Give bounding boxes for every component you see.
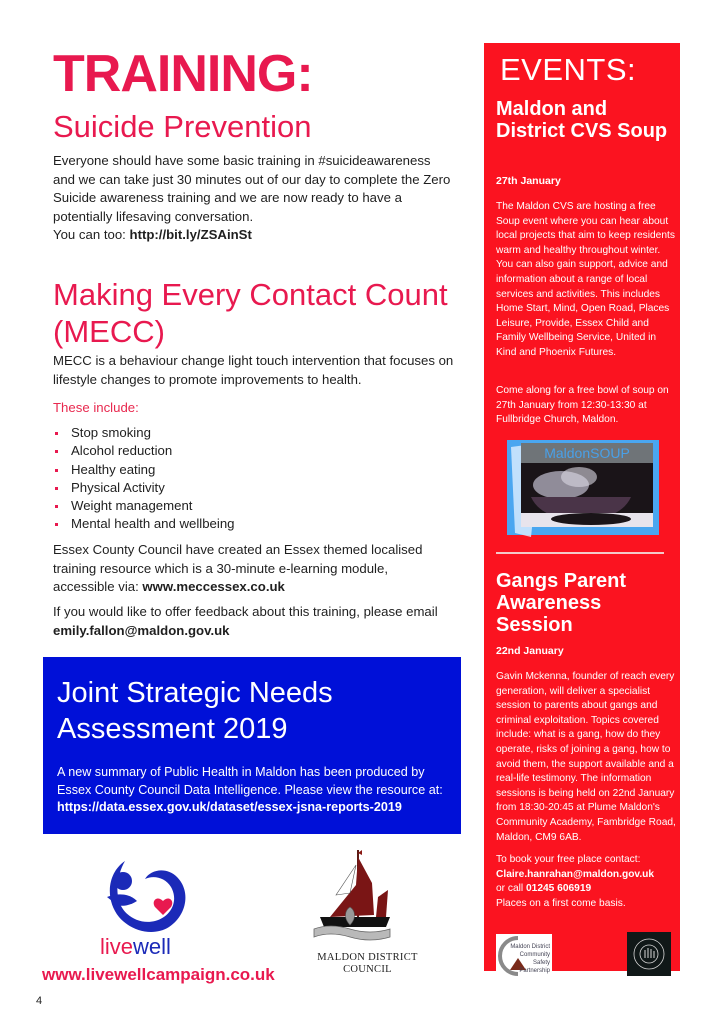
event-soup-title: Maldon and District CVS Soup bbox=[496, 98, 668, 142]
list-item: Mental health and wellbeing bbox=[53, 515, 235, 533]
reach-every-generation-logo-icon bbox=[627, 932, 671, 976]
list-item: Alcohol reduction bbox=[53, 442, 235, 460]
list-item: Healthy eating bbox=[53, 461, 235, 479]
suicide-prevention-heading: Suicide Prevention bbox=[53, 109, 312, 144]
booking-note: Places on a first come basis. bbox=[496, 897, 626, 909]
soup-image-caption: MaldonSOUP bbox=[544, 445, 630, 461]
livewell-url-link[interactable]: www.livewellcampaign.co.uk bbox=[42, 965, 275, 984]
event-soup-details: Come along for a free bowl of soup on 27th January from 12:30-13:30 at Fullbridge Church, Maldon. bbox=[496, 385, 669, 426]
mecc-heading: Making Every Contact Count (MECC) bbox=[53, 277, 448, 349]
jsna-box bbox=[43, 657, 461, 834]
jsna-title: Joint Strategic Needs Assessment 2019 bbox=[57, 677, 333, 745]
feedback-text bbox=[53, 603, 453, 640]
list-item: Physical Activity bbox=[53, 479, 235, 497]
jsna-body bbox=[57, 764, 457, 817]
suicide-prevention-text: Everyone should have some basic training in #suicideawareness and we can take just 30 minutes out of our day to complete the Zero Suicide awareness training and we are now ready to have a potentially lifesaving conversation. bbox=[53, 153, 451, 224]
mecc-subheading: These include: bbox=[53, 400, 139, 415]
events-divider bbox=[496, 552, 664, 554]
maldon-line2: COUNCIL bbox=[343, 964, 392, 975]
event-gangs-contact bbox=[496, 853, 680, 911]
community-safety-partnership-logo-icon bbox=[496, 934, 552, 985]
event-soup-date: 27th January bbox=[496, 175, 561, 187]
contact-phone[interactable]: 01245 606919 bbox=[526, 883, 592, 895]
livewell-wordmark bbox=[100, 935, 171, 959]
event-gangs-date: 22nd January bbox=[496, 645, 564, 657]
maldon-line1: MALDON DISTRICT bbox=[317, 952, 418, 963]
event-gangs-title: Gangs Parent Awareness Session bbox=[496, 570, 627, 636]
cta-prefix: You can too: bbox=[53, 227, 130, 243]
training-title: TRAINING: bbox=[53, 45, 313, 103]
feedback-prefix: If you would like to offer feedback about this training, please email bbox=[53, 604, 438, 619]
event-gangs-description: Gavin Mckenna, founder of reach every generation, will deliver a specialist session to parents about gangs and criminal exploitation. Topics covered include: what is a gang, how do they operate, risks of joining a gang, how to avoid them, the support available and a real-life testimony. The information sessions is being held on 22nd January from 18:30-20:45 at Plume Maldon's Community Academy, Fambridge Road, Maldon, CM9 6AB. bbox=[496, 671, 676, 843]
jsna-link[interactable]: https://data.essex.gov.uk/dataset/essex-jsna-reports-2019 bbox=[57, 800, 402, 814]
suicide-prevention-body bbox=[53, 152, 453, 245]
zsa-link[interactable]: http://bit.ly/ZSAinSt bbox=[129, 227, 252, 243]
mdcsp-line3: Safety bbox=[532, 960, 550, 966]
maldon-council-ship-icon bbox=[300, 845, 400, 950]
events-panel bbox=[484, 43, 680, 974]
mecc-essex-link[interactable]: www.meccessex.co.uk bbox=[142, 579, 285, 595]
call-prefix: or call bbox=[496, 883, 527, 895]
mdcsp-line4: Partnership bbox=[519, 968, 550, 974]
page-number: 4 bbox=[36, 995, 43, 1007]
maldon-soup-image bbox=[501, 437, 666, 539]
livewell-word-live: live bbox=[100, 934, 134, 959]
contact-email-link[interactable]: Claire.hanrahan@maldon.gov.uk bbox=[496, 868, 655, 880]
jsna-text: A new summary of Public Health in Maldon has been produced by Essex County Council Data Intelligence. Please view the resource at: bbox=[57, 765, 443, 797]
mdcsp-line2: Community bbox=[519, 952, 550, 958]
mecc-list bbox=[53, 424, 235, 534]
mdcsp-line1: Maldon District bbox=[510, 944, 550, 950]
feedback-email-link[interactable]: emily.fallon@maldon.gov.uk bbox=[53, 622, 230, 638]
livewell-word-well: well bbox=[133, 934, 171, 959]
events-heading: EVENTS: bbox=[500, 52, 637, 87]
essex-resource-text bbox=[53, 541, 453, 597]
mecc-body: MECC is a behaviour change light touch intervention that focuses on lifestyle changes to promote improvements to health. bbox=[53, 353, 454, 387]
contact-intro: To book your free place contact: bbox=[496, 854, 641, 865]
list-item: Weight management bbox=[53, 497, 235, 515]
event-soup-description: The Maldon CVS are hosting a free Soup event where you can hear about local projects that aim to keep residents warm and healthy throughout winter. You can also gain support, advice and information about a range of local services and activities. This includes Home Start, Mind, Open Road, Places Leisure, Provide, Essex Child and Family Wellbeing Service, United in Kind and Phoenix Futures. bbox=[496, 201, 675, 358]
list-item: Stop smoking bbox=[53, 424, 235, 442]
essex-text: Essex County Council have created an Essex themed localised training resource which is a 30-minute e-learning module, accessible via: bbox=[53, 542, 423, 595]
maldon-council-wordmark bbox=[300, 952, 435, 976]
